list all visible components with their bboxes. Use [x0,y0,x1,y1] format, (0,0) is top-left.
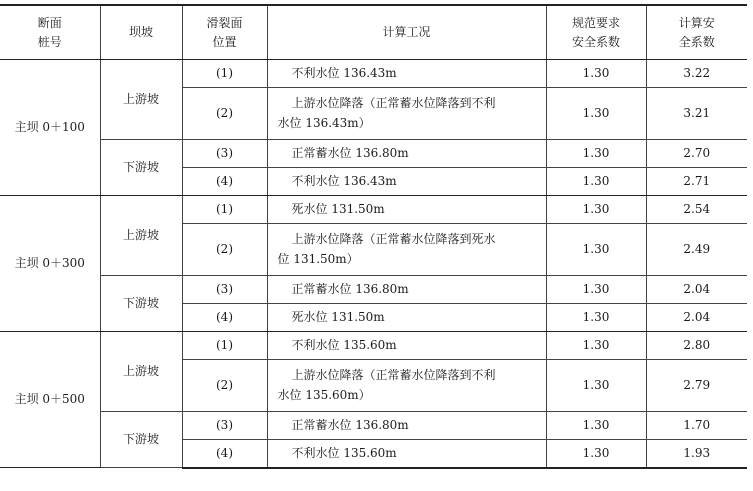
required-cell: 1.30 [546,304,646,332]
header-required-factor: 规范要求 安全系数 [546,5,646,60]
header-condition: 计算工况 [267,5,546,60]
position-cell: (4) [182,440,267,468]
condition-cell: 不利水位 135.60m [267,440,546,468]
required-cell: 1.30 [546,276,646,304]
required-cell: 1.30 [546,332,646,360]
condition-cell: 上游水位降落（正常蓄水位降落到不利 水位 135.60m） [267,360,546,412]
computed-cell: 2.49 [646,224,747,276]
slope-cell: 下游坡 [100,140,182,196]
position-cell: (2) [182,88,267,140]
position-cell: (4) [182,304,267,332]
position-cell: (3) [182,140,267,168]
position-cell: (3) [182,412,267,440]
header-section: 断面 桩号 [0,5,100,60]
condition-cell: 不利水位 135.60m [267,332,546,360]
computed-cell: 2.80 [646,332,747,360]
position-cell: (2) [182,224,267,276]
condition-cell: 正常蓄水位 136.80m [267,140,546,168]
header-slip-position: 滑裂面 位置 [182,5,267,60]
required-cell: 1.30 [546,360,646,412]
header-row [0,5,747,60]
slope-cell: 上游坡 [100,60,182,140]
table-row [0,412,747,440]
required-cell: 1.30 [546,196,646,224]
position-cell: (4) [182,168,267,196]
computed-cell: 3.21 [646,88,747,140]
position-cell: (1) [182,332,267,360]
condition-cell: 死水位 131.50m [267,304,546,332]
header-computed-factor: 计算安 全系数 [646,5,747,60]
header-slope: 坝坡 [100,5,182,60]
table-row [0,332,747,360]
table-row [0,196,747,224]
position-cell: (1) [182,196,267,224]
slope-cell: 下游坡 [100,412,182,468]
computed-cell: 2.79 [646,360,747,412]
computed-cell: 2.04 [646,276,747,304]
slope-cell: 下游坡 [100,276,182,332]
condition-cell: 上游水位降落（正常蓄水位降落到死水 位 131.50m） [267,224,546,276]
condition-cell: 不利水位 136.43m [267,60,546,88]
computed-cell: 2.71 [646,168,747,196]
computed-cell: 2.54 [646,196,747,224]
section-name: 主坝 0＋100 [0,60,100,196]
section-name: 主坝 0＋300 [0,196,100,332]
position-cell: (1) [182,60,267,88]
slope-cell: 上游坡 [100,196,182,276]
computed-cell: 2.70 [646,140,747,168]
condition-cell: 死水位 131.50m [267,196,546,224]
required-cell: 1.30 [546,168,646,196]
computed-cell: 1.93 [646,440,747,468]
computed-cell: 1.70 [646,412,747,440]
condition-cell: 正常蓄水位 136.80m [267,276,546,304]
condition-cell: 正常蓄水位 136.80m [267,412,546,440]
position-cell: (3) [182,276,267,304]
required-cell: 1.30 [546,88,646,140]
position-cell: (2) [182,360,267,412]
condition-cell: 上游水位降落（正常蓄水位降落到不利 水位 136.43m） [267,88,546,140]
stability-table [0,4,747,469]
required-cell: 1.30 [546,224,646,276]
condition-cell: 不利水位 136.43m [267,168,546,196]
table-row [0,140,747,168]
slope-cell: 上游坡 [100,332,182,412]
section-name: 主坝 0＋500 [0,332,100,468]
required-cell: 1.30 [546,140,646,168]
table-row [0,276,747,304]
required-cell: 1.30 [546,412,646,440]
required-cell: 1.30 [546,440,646,468]
table-row [0,60,747,88]
computed-cell: 2.04 [646,304,747,332]
computed-cell: 3.22 [646,60,747,88]
required-cell: 1.30 [546,60,646,88]
